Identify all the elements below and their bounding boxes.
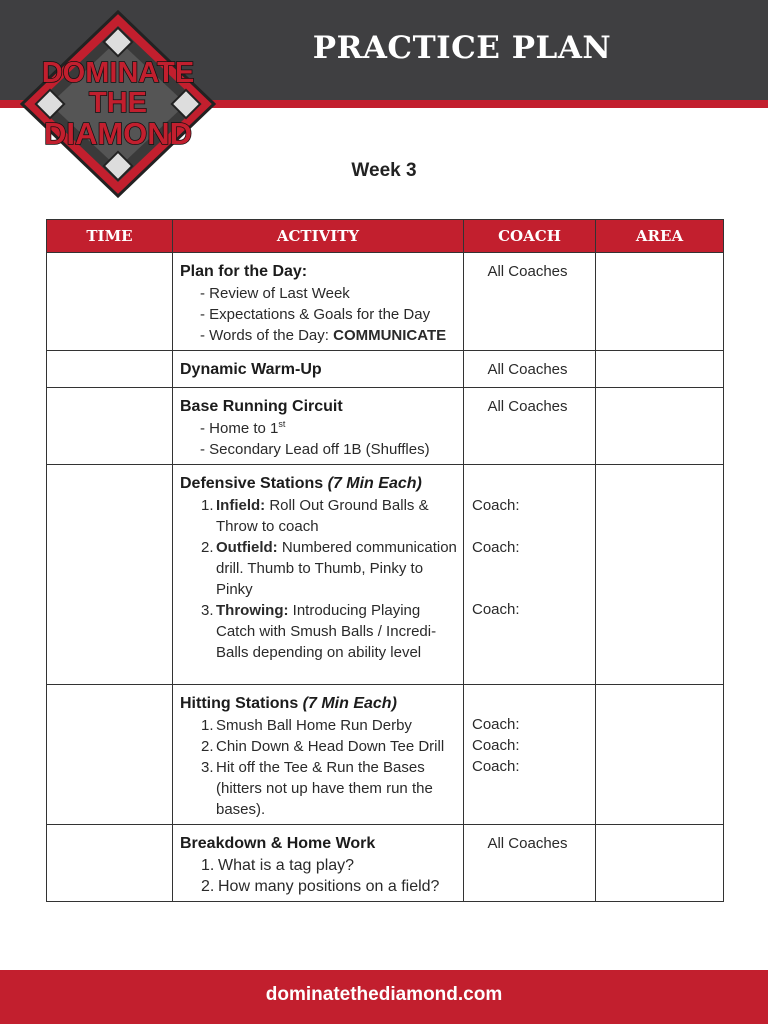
list-number: 1. [201, 717, 214, 734]
activity-title-text: Hitting Stations [180, 695, 303, 712]
list-item: - Secondary Lead off 1B (Shuffles) [200, 441, 430, 458]
activity-cell [173, 465, 464, 685]
activity-list [180, 495, 457, 663]
activity-cell [173, 388, 464, 465]
list-item-text: Introducing Playing Catch with Smush Balls / Incredi-Balls depending on ability level [216, 602, 437, 661]
time-cell [47, 388, 173, 465]
activity-cell [173, 253, 464, 351]
time-cell [47, 465, 173, 685]
list-item [201, 736, 457, 757]
coach-value: Coach: [472, 539, 520, 556]
list-item [200, 418, 457, 439]
coach-value: All Coaches [487, 835, 568, 852]
table-row [47, 388, 724, 465]
activity-list [180, 715, 457, 820]
area-cell [596, 388, 724, 465]
activity-title: Base Running Circuit [180, 398, 343, 415]
coach-value: Coach: [472, 716, 520, 733]
activity-cell [173, 685, 464, 825]
table-row [47, 351, 724, 388]
list-number: 1. [201, 857, 215, 874]
area-cell [596, 253, 724, 351]
list-item [201, 855, 457, 876]
list-item-text: - Words of the Day: [200, 327, 334, 344]
list-item: - Expectations & Goals for the Day [200, 306, 431, 323]
activity-list [180, 418, 457, 460]
list-item [201, 495, 457, 537]
table-row [47, 253, 724, 351]
coach-value: All Coaches [487, 361, 568, 378]
coach-cell [464, 388, 596, 465]
list-item [201, 715, 457, 736]
header-time: TIME [47, 220, 173, 253]
word-of-day: COMMUNICATE [333, 327, 447, 344]
list-item-text: Hit off the Tee & Run the Bases (hitters not up have them run the bases). [216, 759, 433, 818]
activity-title [180, 473, 457, 495]
list-item [201, 757, 457, 820]
list-item [201, 876, 457, 897]
header-coach: COACH [464, 220, 596, 253]
ordinal-suffix: st [278, 419, 286, 429]
list-item-text: Numbered communication drill. Thumb to Thumb, Pinky to Pinky [216, 539, 457, 598]
activity-cell [173, 351, 464, 388]
week-subtitle: Week 3 [351, 160, 417, 181]
list-item-text: What is a tag play? [218, 857, 355, 874]
logo-word-3: DIAMOND [43, 116, 193, 151]
area-cell [596, 351, 724, 388]
activity-title: Dynamic Warm-Up [180, 361, 322, 378]
header-activity: ACTIVITY [173, 220, 464, 253]
coach-value: All Coaches [487, 398, 568, 415]
list-item [201, 600, 457, 663]
coach-cell [464, 825, 596, 902]
station-label: Infield: [216, 497, 266, 514]
logo-word-1: DOMINATE [41, 57, 195, 89]
logo-word-2: THE [89, 87, 147, 119]
list-number: 2. [201, 738, 214, 755]
coach-cell [464, 253, 596, 351]
footer-website-link[interactable]: dominatethediamond.com [265, 984, 503, 1005]
time-cell [47, 351, 173, 388]
activity-title-duration: (7 Min Each) [302, 695, 397, 712]
activity-list [180, 283, 457, 346]
list-item-text: How many positions on a field? [218, 878, 440, 895]
station-label: Outfield: [216, 539, 278, 556]
activity-title: Plan for the Day: [180, 263, 308, 280]
coach-value: Coach: [472, 497, 520, 514]
list-number: 2. [201, 878, 215, 895]
coach-value: Coach: [472, 758, 520, 775]
practice-plan-table [46, 219, 724, 902]
coach-value: All Coaches [487, 263, 568, 280]
table-row [47, 685, 724, 825]
activity-cell [173, 825, 464, 902]
list-number: 3. [201, 759, 214, 776]
list-item [201, 537, 457, 600]
list-item-text: Smush Ball Home Run Derby [216, 717, 412, 734]
activity-title: Breakdown & Home Work [180, 835, 376, 852]
activity-list [180, 855, 457, 897]
header-area: AREA [596, 220, 724, 253]
list-item: - Review of Last Week [200, 285, 350, 302]
activity-title-text: Defensive Stations [180, 475, 328, 492]
area-cell [596, 825, 724, 902]
area-cell [596, 465, 724, 685]
coach-cell [464, 685, 596, 825]
list-item-text: - Home to 1 [200, 420, 279, 437]
coach-cell [464, 465, 596, 685]
list-number: 1. [201, 497, 214, 514]
table-row [47, 465, 724, 685]
list-item-text: Chin Down & Head Down Tee Drill [216, 738, 445, 755]
activity-title [180, 693, 457, 715]
table-header-row [47, 220, 724, 253]
list-item [200, 325, 457, 346]
time-cell [47, 685, 173, 825]
coach-value: Coach: [472, 737, 520, 754]
activity-title-duration: (7 Min Each) [327, 475, 422, 492]
station-label: Throwing: [216, 602, 289, 619]
area-cell [596, 685, 724, 825]
list-number: 2. [201, 539, 214, 556]
time-cell [47, 253, 173, 351]
table-row [47, 825, 724, 902]
list-item-text: Roll Out Ground Balls & Throw to coach [216, 497, 429, 535]
coach-value: Coach: [472, 601, 520, 618]
list-number: 3. [201, 602, 214, 619]
page-title: PRACTICE PLAN [312, 30, 612, 66]
coach-cell [464, 351, 596, 388]
time-cell [47, 825, 173, 902]
